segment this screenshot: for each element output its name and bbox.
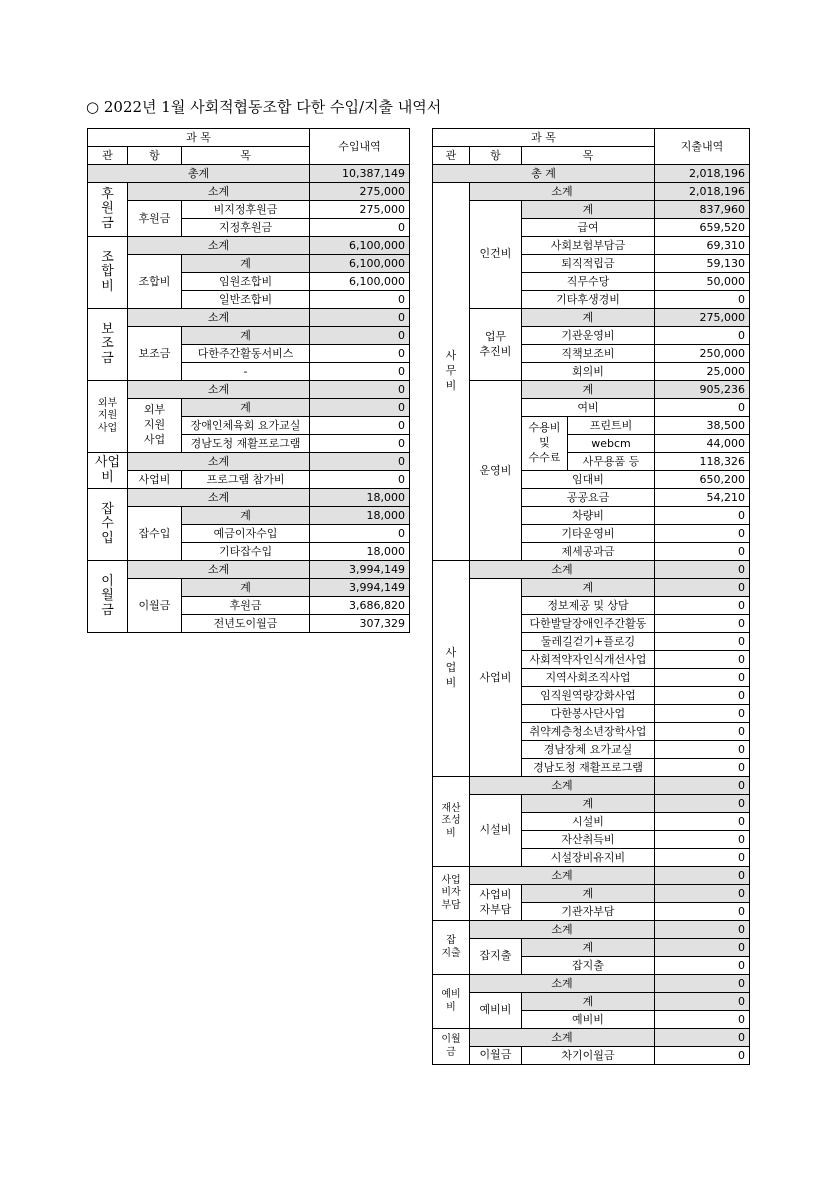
subtotal-value: 2,018,196 <box>655 183 750 201</box>
header-hang: 항 <box>470 147 522 165</box>
subtotal-row <box>88 453 410 471</box>
subtotal-label: 소계 <box>470 777 655 795</box>
mok-label: 기관자부담 <box>522 903 655 921</box>
amount-value: 3,686,820 <box>310 597 410 615</box>
mok-label: 프린트비 <box>568 417 655 435</box>
subtotal-value: 0 <box>310 453 410 471</box>
amount-value: 837,960 <box>655 201 750 219</box>
mok-label: 기타후생경비 <box>522 291 655 309</box>
mok-label: 지정후원금 <box>182 219 310 237</box>
mok-label: 예금이자수입 <box>182 525 310 543</box>
header-amount: 지출내역 <box>655 129 750 165</box>
amount-value: 0 <box>655 831 750 849</box>
mok-label: 직책보조비 <box>522 345 655 363</box>
header-hang: 항 <box>128 147 182 165</box>
header-kwamok: 과 목 <box>88 129 310 147</box>
gwan-label: 이 월 금 <box>88 561 128 633</box>
mok-label: 다한발달장애인주간활동 <box>522 615 655 633</box>
amount-value: 0 <box>310 291 410 309</box>
header-kwamok: 과 목 <box>433 129 655 147</box>
table-row <box>433 201 750 219</box>
subtotal-label: 소계 <box>128 381 310 399</box>
subtotal-row <box>88 561 410 579</box>
subtotal-row <box>88 489 410 507</box>
subtotal-label: 소계 <box>470 561 655 579</box>
income-table <box>87 128 410 633</box>
gwan-label: 사업 비자 부담 <box>433 867 470 921</box>
amount-value: 0 <box>655 885 750 903</box>
mok-label: 경남도청 재활프로그램 <box>182 435 310 453</box>
mok-label: 다한봉사단사업 <box>522 705 655 723</box>
amount-value: 0 <box>655 1011 750 1029</box>
table-row <box>88 201 410 219</box>
amount-value: 0 <box>655 723 750 741</box>
amount-value: 0 <box>310 219 410 237</box>
header-row <box>88 129 410 147</box>
amount-value: 0 <box>655 903 750 921</box>
subtotal-row <box>433 921 750 939</box>
amount-value: 44,000 <box>655 435 750 453</box>
hang-label: 후원금 <box>128 201 182 237</box>
mok-label: 계 <box>182 399 310 417</box>
subtotal-row <box>433 183 750 201</box>
subtotal-value: 3,994,149 <box>310 561 410 579</box>
amount-value: 18,000 <box>310 507 410 525</box>
mok-label: 기관운영비 <box>522 327 655 345</box>
subtotal-value: 0 <box>310 309 410 327</box>
amount-value: 0 <box>655 507 750 525</box>
amount-value: 0 <box>655 579 750 597</box>
gwan-label: 조 합 비 <box>88 237 128 309</box>
subtotal-row <box>88 237 410 255</box>
amount-value: 0 <box>655 795 750 813</box>
subtotal-value: 275,000 <box>310 183 410 201</box>
amount-value: 0 <box>655 759 750 777</box>
mok-label: 계 <box>522 795 655 813</box>
subtotal-label: 소계 <box>128 561 310 579</box>
subtotal-label: 소계 <box>128 183 310 201</box>
amount-value: 0 <box>655 615 750 633</box>
table-row <box>433 885 750 903</box>
mok-label: 기타잡수입 <box>182 543 310 561</box>
amount-value: 0 <box>310 363 410 381</box>
amount-value: 25,000 <box>655 363 750 381</box>
table-row <box>433 939 750 957</box>
mok-label: 계 <box>522 309 655 327</box>
amount-value: 905,236 <box>655 381 750 399</box>
total-row <box>88 165 410 183</box>
total-row <box>433 165 750 183</box>
amount-value: 0 <box>655 597 750 615</box>
gwan-label: 외부 지원 사업 <box>88 381 128 453</box>
hang-label: 조합비 <box>128 255 182 309</box>
mok-label: 잡지출 <box>522 957 655 975</box>
mok-label: 계 <box>522 579 655 597</box>
mok-label: 비지정후원금 <box>182 201 310 219</box>
subtotal-label: 소계 <box>128 309 310 327</box>
subtotal-label: 소계 <box>470 921 655 939</box>
hang-label: 사업비 <box>128 471 182 489</box>
subtotal-row <box>433 975 750 993</box>
amount-value: 0 <box>655 957 750 975</box>
total-label: 총 계 <box>433 165 655 183</box>
amount-value: 0 <box>310 525 410 543</box>
mok-label: 급여 <box>522 219 655 237</box>
subtotal-row <box>88 183 410 201</box>
amount-value: 0 <box>310 417 410 435</box>
amount-value: 0 <box>310 399 410 417</box>
mok-label: 자산취득비 <box>522 831 655 849</box>
table-row <box>88 255 410 273</box>
amount-value: 59,130 <box>655 255 750 273</box>
subtotal-label: 소계 <box>128 489 310 507</box>
subtotal-row <box>433 777 750 795</box>
amount-value: 0 <box>655 939 750 957</box>
table-row <box>433 579 750 597</box>
mok-label: webcm <box>568 435 655 453</box>
gwan-label: 잡 수 입 <box>88 489 128 561</box>
table-row <box>433 381 750 399</box>
mok-label: 예비비 <box>522 1011 655 1029</box>
gwan-label: 사 업 비 <box>433 561 470 777</box>
mok-label: 다한주간활동서비스 <box>182 345 310 363</box>
total-label: 총계 <box>88 165 310 183</box>
amount-value: 0 <box>655 633 750 651</box>
table-row <box>88 579 410 597</box>
mok-label: 사회보험부담금 <box>522 237 655 255</box>
table-row <box>88 471 410 489</box>
supplies-label: 수용비 및 수수료 <box>522 417 568 471</box>
mok-label: 기타운영비 <box>522 525 655 543</box>
hang-label: 사업비 자부담 <box>470 885 522 921</box>
amount-value: 0 <box>310 435 410 453</box>
amount-value: 0 <box>655 543 750 561</box>
hang-label: 인건비 <box>470 201 522 309</box>
mok-label: 계 <box>522 885 655 903</box>
mok-label: 여비 <box>522 399 655 417</box>
hang-label: 운영비 <box>470 381 522 561</box>
amount-value: 275,000 <box>310 201 410 219</box>
amount-value: 0 <box>655 669 750 687</box>
amount-value: 0 <box>655 525 750 543</box>
header-amount: 수입내역 <box>310 129 410 165</box>
amount-value: 250,000 <box>655 345 750 363</box>
gwan-label: 예비 비 <box>433 975 470 1029</box>
subtotal-value: 0 <box>655 1029 750 1047</box>
mok-label: 공공요금 <box>522 489 655 507</box>
subtotal-value: 0 <box>655 777 750 795</box>
mok-label: 계 <box>182 507 310 525</box>
header-gwan: 관 <box>433 147 470 165</box>
mok-label: 프로그램 참가비 <box>182 471 310 489</box>
hang-label: 잡지출 <box>470 939 522 975</box>
mok-label: 계 <box>182 579 310 597</box>
amount-value: 50,000 <box>655 273 750 291</box>
mok-label: 차기이월금 <box>522 1047 655 1065</box>
subtotal-label: 소계 <box>470 867 655 885</box>
subtotal-label: 소계 <box>470 183 655 201</box>
table-row <box>433 309 750 327</box>
amount-value: 0 <box>310 471 410 489</box>
amount-value: 118,326 <box>655 453 750 471</box>
amount-value: 6,100,000 <box>310 273 410 291</box>
mok-label: 시설장비유지비 <box>522 849 655 867</box>
table-row <box>433 993 750 1011</box>
header-gwan: 관 <box>88 147 128 165</box>
hang-label: 시설비 <box>470 795 522 867</box>
subtotal-row <box>88 309 410 327</box>
mok-label: 사회적약자인식개선사업 <box>522 651 655 669</box>
subtotal-row <box>433 1029 750 1047</box>
hang-label: 예비비 <box>470 993 522 1029</box>
hang-label: 이월금 <box>470 1047 522 1065</box>
hang-label: 보조금 <box>128 327 182 381</box>
mok-label: 차량비 <box>522 507 655 525</box>
subtotal-value: 0 <box>655 921 750 939</box>
gwan-label: 사업 비 <box>88 453 128 489</box>
gwan-label: 잡 지출 <box>433 921 470 975</box>
amount-value: 0 <box>655 399 750 417</box>
subtotal-row <box>433 561 750 579</box>
hang-label: 이월금 <box>128 579 182 633</box>
amount-value: 0 <box>655 705 750 723</box>
amount-value: 38,500 <box>655 417 750 435</box>
mok-label: 정보제공 및 상담 <box>522 597 655 615</box>
subtotal-row <box>88 381 410 399</box>
mok-label: 사무용품 등 <box>568 453 655 471</box>
amount-value: 659,520 <box>655 219 750 237</box>
gwan-label: 보 조 금 <box>88 309 128 381</box>
mok-label: 제세공과금 <box>522 543 655 561</box>
gwan-label: 사 무 비 <box>433 183 470 561</box>
amount-value: 0 <box>655 849 750 867</box>
gwan-label: 이월 금 <box>433 1029 470 1065</box>
mok-label: 전년도이월금 <box>182 615 310 633</box>
mok-label: 지역사회조직사업 <box>522 669 655 687</box>
subtotal-label: 소계 <box>128 453 310 471</box>
hang-label: 업무 추진비 <box>470 309 522 381</box>
mok-label: - <box>182 363 310 381</box>
table-row <box>433 795 750 813</box>
mok-label: 계 <box>182 255 310 273</box>
header-row <box>433 129 750 147</box>
amount-value: 0 <box>310 345 410 363</box>
mok-label: 임대비 <box>522 471 655 489</box>
amount-value: 0 <box>655 813 750 831</box>
mok-label: 임원조합비 <box>182 273 310 291</box>
mok-label: 후원금 <box>182 597 310 615</box>
page-title: ○ 2022년 1월 사회적협동조합 다한 수입/지출 내역서 <box>86 98 442 116</box>
hang-label: 잡수입 <box>128 507 182 561</box>
amount-value: 0 <box>655 1047 750 1065</box>
hang-label: 사업비 <box>470 579 522 777</box>
subtotal-label: 소계 <box>470 1029 655 1047</box>
subtotal-value: 0 <box>655 975 750 993</box>
subtotal-value: 0 <box>655 561 750 579</box>
gwan-label: 후 원 금 <box>88 183 128 237</box>
mok-label: 퇴직적립금 <box>522 255 655 273</box>
subtotal-value: 18,000 <box>310 489 410 507</box>
mok-label: 시설비 <box>522 813 655 831</box>
header-mok: 목 <box>182 147 310 165</box>
expense-table <box>432 128 750 1065</box>
subtotal-value: 0 <box>310 381 410 399</box>
mok-label: 취약계층청소년장학사업 <box>522 723 655 741</box>
amount-value: 0 <box>655 327 750 345</box>
subtotal-label: 소계 <box>470 975 655 993</box>
table-row <box>433 1047 750 1065</box>
subtotal-value: 0 <box>655 867 750 885</box>
amount-value: 0 <box>655 741 750 759</box>
mok-label: 장애인체육회 요가교실 <box>182 417 310 435</box>
amount-value: 275,000 <box>655 309 750 327</box>
amount-value: 0 <box>310 327 410 345</box>
amount-value: 18,000 <box>310 543 410 561</box>
mok-label: 일반조합비 <box>182 291 310 309</box>
mok-label: 계 <box>522 201 655 219</box>
amount-value: 0 <box>655 687 750 705</box>
table-row <box>88 327 410 345</box>
amount-value: 69,310 <box>655 237 750 255</box>
mok-label: 계 <box>182 327 310 345</box>
total-value: 10,387,149 <box>310 165 410 183</box>
header-mok: 목 <box>522 147 655 165</box>
hang-label: 외부 지원 사업 <box>128 399 182 453</box>
amount-value: 0 <box>655 651 750 669</box>
mok-label: 임직원역량강화사업 <box>522 687 655 705</box>
subtotal-label: 소계 <box>128 237 310 255</box>
amount-value: 0 <box>655 993 750 1011</box>
mok-label: 계 <box>522 381 655 399</box>
mok-label: 경남도청 재활프로그램 <box>522 759 655 777</box>
table-row <box>88 399 410 417</box>
mok-label: 회의비 <box>522 363 655 381</box>
amount-value: 650,200 <box>655 471 750 489</box>
amount-value: 307,329 <box>310 615 410 633</box>
gwan-label: 재산 조성 비 <box>433 777 470 867</box>
mok-label: 계 <box>522 939 655 957</box>
amount-value: 3,994,149 <box>310 579 410 597</box>
total-value: 2,018,196 <box>655 165 750 183</box>
mok-label: 계 <box>522 993 655 1011</box>
mok-label: 둘레길걷기+플로깅 <box>522 633 655 651</box>
amount-value: 54,210 <box>655 489 750 507</box>
amount-value: 6,100,000 <box>310 255 410 273</box>
mok-label: 경남장체 요가교실 <box>522 741 655 759</box>
amount-value: 0 <box>655 291 750 309</box>
subtotal-value: 6,100,000 <box>310 237 410 255</box>
mok-label: 직무수당 <box>522 273 655 291</box>
subtotal-row <box>433 867 750 885</box>
table-row <box>88 507 410 525</box>
